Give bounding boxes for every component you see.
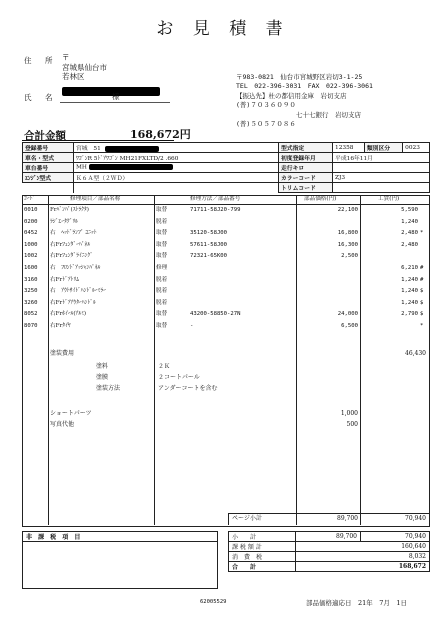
row-item-name: 右Frﾄﾞｱｱｳﾀｰﾊﾝﾄﾞﾙ	[50, 299, 96, 306]
row-mark: $	[420, 299, 424, 306]
taxable-value: 160,640	[296, 542, 430, 552]
row-code: 1000	[24, 241, 38, 248]
row-part-number: 35120-58J00	[190, 230, 228, 237]
vehicle-info-table	[22, 142, 430, 193]
page-subtotal-rule	[228, 513, 430, 514]
tax-label: 消 費 税	[229, 552, 296, 562]
row-mark: *	[420, 230, 424, 237]
shop-line5: 七十七銀行 岩切支店	[296, 110, 361, 119]
row-method: 取替	[156, 323, 168, 329]
reg-value: 宮城 51	[76, 146, 101, 152]
subtotal-parts: 89,700	[296, 532, 361, 542]
row-code: 1600	[24, 265, 38, 271]
row-labor: 2,480	[401, 230, 418, 237]
nontax-table	[22, 531, 218, 589]
address-line1: 宮城県仙台市	[62, 63, 107, 72]
row-labor: 2,480	[401, 241, 418, 248]
row-item-name: 右Frﾀｲﾔ	[50, 323, 71, 329]
row-item-name: ﾗｼﾞｴｰﾀｸﾞﾘﾙ	[50, 218, 78, 225]
row-part-number: 57611-58J00	[190, 241, 228, 248]
name-label: 氏 名	[24, 93, 56, 102]
address-line2: 若林区	[62, 72, 85, 81]
address-label: 住 所	[24, 56, 56, 65]
shop-line3: 【振込先】杜の都信用金庫 岩切支店	[236, 91, 347, 100]
paint-item-value: ２コートパール	[158, 374, 200, 381]
paint-item-label: 塗膜	[96, 374, 109, 381]
blank-cell	[23, 183, 74, 193]
redacted-vin	[89, 164, 173, 170]
model-label: 型式指定	[279, 143, 333, 153]
redacted-name	[62, 87, 160, 96]
header-price: 部品価格(円)	[304, 196, 337, 202]
row-code: 8070	[24, 323, 38, 329]
row-labor: 1,240	[401, 299, 418, 306]
row-labor: 1,240	[401, 218, 418, 225]
row-mark: $	[420, 288, 424, 295]
reg-cell	[74, 143, 279, 153]
reg-label: 登録番号	[23, 143, 74, 153]
paint-label: 塗装費用	[50, 350, 75, 357]
extra-item-price: 500	[346, 421, 358, 428]
first-reg-label: 初度登録年月	[279, 153, 333, 163]
row-item-name: 右Frﾌｪﾝﾀﾞﾗｲﾆﾝｸﾞ	[50, 253, 93, 260]
row-code: 1002	[24, 253, 38, 260]
mileage-value	[333, 163, 430, 173]
page-subtotal-label: ページ小計	[232, 515, 262, 522]
row-code: 3250	[24, 288, 38, 295]
redacted-reg	[105, 146, 159, 152]
row-parts-price: 2,500	[341, 253, 358, 260]
col-divider	[48, 195, 49, 525]
blank-cell	[74, 183, 279, 193]
parts-price-date: 部品価格適応日 21年 7月 1日	[306, 599, 408, 607]
shop-line6: (普)５０５７０８６	[236, 120, 296, 129]
row-code: 0010	[24, 207, 38, 213]
row-parts-price: 16,800	[337, 230, 358, 237]
shop-info	[236, 73, 373, 129]
class-value: 0023	[403, 143, 430, 153]
model-value: 12358	[333, 143, 365, 153]
summary-table	[228, 531, 430, 572]
total-value: 168,672円	[130, 128, 191, 141]
page-subtotal-labor: 70,940	[405, 515, 426, 522]
row-code: 3260	[24, 299, 38, 306]
document-title: お 見 積 書	[156, 19, 290, 39]
paint-item-label: 塗装方法	[96, 385, 121, 392]
row-method: 取替	[156, 311, 168, 318]
row-part-number: 71711-58J20-799	[190, 207, 241, 213]
row-item-name: 右Frﾄﾞｱﾄﾘﾑ	[50, 276, 79, 283]
total-underline	[22, 140, 174, 141]
row-mark: #	[420, 265, 424, 271]
row-method: 脱着	[156, 276, 168, 283]
row-method: 取替	[156, 230, 168, 237]
shop-line4: (普)７０３６０９０	[236, 101, 296, 110]
vin-value: MH	[76, 164, 87, 171]
items-header-rule	[22, 204, 430, 205]
row-method: 取替	[156, 207, 168, 213]
row-method: 脱着	[156, 218, 168, 225]
paint-item-label: 塗料	[96, 363, 109, 370]
vin-cell	[74, 163, 279, 173]
honorific: 様	[112, 92, 120, 101]
row-code: 0452	[24, 230, 38, 237]
header-code: ｺｰﾄﾞ	[24, 196, 36, 202]
paint-amount: 46,430	[405, 350, 426, 357]
header-item: 修理項目／部品名称	[70, 196, 121, 202]
subtotal-label: 小 計	[229, 532, 296, 542]
trim-label: トリムコード	[279, 183, 333, 193]
color-value: ZJ3	[333, 173, 430, 183]
page-subtotal-parts: 89,700	[337, 515, 358, 522]
row-mark: $	[420, 311, 424, 318]
row-parts-price: 6,500	[341, 323, 358, 329]
extra-item-price: 1,000	[340, 410, 358, 417]
class-label: 類別区分	[364, 143, 402, 153]
row-code: 0200	[24, 218, 38, 225]
row-item-name: 右 ﾌﾛﾝﾄﾞｱｯｼｬﾝﾊﾟﾈﾙ	[50, 265, 101, 271]
row-item-name: 右Frﾎｲｰﾙ(ｱﾙﾐ)	[50, 311, 87, 318]
row-labor: 2,790	[401, 311, 418, 318]
document-number: 62005529	[200, 599, 227, 605]
row-item-name: 右 ｱｳﾄｻｲﾄﾞﾊﾝﾄﾞﾙｰﾐﾗｰ	[50, 288, 106, 295]
car-value: ﾜｺﾞﾝR 5ﾄﾞｱﾜｺﾞﾝ MH21FXLTD/2 .660	[74, 153, 279, 163]
nontax-body	[23, 542, 218, 589]
trim-value	[333, 183, 430, 193]
row-mark: #	[420, 276, 424, 283]
paint-item-value: ２Ｋ	[158, 363, 171, 370]
row-labor: 1,240	[401, 276, 418, 283]
row-parts-price: 24,000	[337, 311, 358, 318]
taxable-label: 課 税 額 計	[229, 542, 296, 552]
row-part-number: -	[190, 323, 194, 329]
row-mark: *	[420, 323, 424, 329]
engine-label: ｴﾝｼﾞﾝ型式	[23, 173, 74, 183]
row-labor: 1,240	[401, 288, 418, 295]
row-method: 脱着	[156, 299, 168, 306]
grand-total-value: 168,672	[296, 562, 430, 572]
engine-value: Ｋ６Ａ型（２ＷＤ）	[74, 173, 279, 183]
name-underline	[60, 102, 170, 103]
extra-item-label: ショートパーツ	[50, 410, 92, 417]
row-method: 取替	[156, 241, 168, 248]
row-parts-price: 22,100	[337, 207, 358, 213]
extra-item-label: 写真代他	[50, 421, 75, 428]
row-code: 3160	[24, 276, 38, 283]
row-parts-price: 16,300	[337, 241, 358, 248]
row-method: 取替	[156, 253, 168, 260]
car-label: 車名・型式	[23, 153, 74, 163]
row-part-number: 72321-65K00	[190, 253, 228, 260]
subtotal-labor: 70,940	[361, 532, 430, 542]
row-labor: 5,590	[401, 207, 418, 213]
row-code: 8052	[24, 311, 38, 318]
header-labor: 工賃(円)	[378, 196, 400, 202]
shop-line1: 〒983-0821 仙台市宮城野区岩切3-1-25	[236, 73, 363, 81]
page-subtotal-divider	[228, 513, 229, 525]
row-item-name: 右 ﾍｯﾄﾞﾗﾝﾌﾟ ﾕﾆｯﾄ	[50, 230, 97, 237]
grand-total-label: 合 計	[229, 562, 296, 572]
shop-line2: TEL 022-396-3031 FAX 022-396-3061	[236, 82, 373, 91]
nontax-label: 非 課 税 項 目	[23, 532, 218, 542]
postal-mark: 〒	[62, 53, 70, 62]
mileage-label: 走行キロ	[279, 163, 333, 173]
tax-value: 8,032	[296, 552, 430, 562]
col-divider	[154, 195, 155, 525]
row-method: 脱着	[156, 288, 168, 295]
row-part-number: 43200-58850-27N	[190, 311, 241, 318]
header-method: 修理方法／部品番号	[190, 196, 241, 202]
row-item-name: 右Frﾌｪﾝﾀﾞｰﾊﾟﾈﾙ	[50, 241, 91, 248]
color-label: カラーコード	[279, 173, 333, 183]
total-label: 合計金額	[24, 130, 66, 142]
row-item-name: Frﾊﾞﾝﾊﾟ(ｽﾄﾗｸﾀ)	[50, 207, 89, 213]
row-method: 修理	[156, 265, 168, 271]
vin-label: 車台番号	[23, 163, 74, 173]
row-labor: 6,210	[401, 265, 418, 271]
paint-item-value: アンダーコートを含む	[158, 385, 218, 392]
first-reg-value: 平成16年11月	[333, 153, 430, 163]
